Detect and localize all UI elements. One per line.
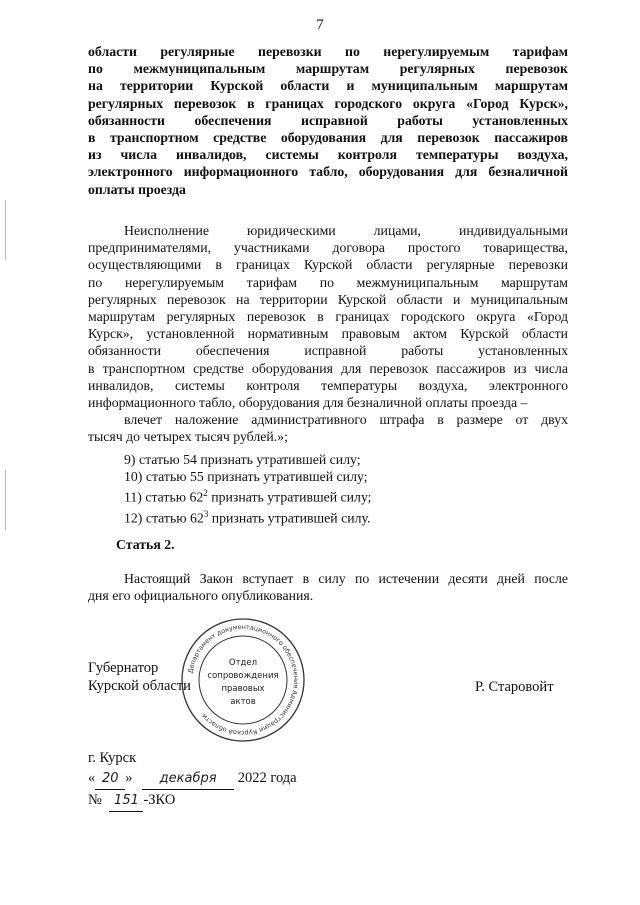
stamp-line: актов <box>230 697 256 707</box>
scan-edge-mark <box>5 470 6 530</box>
law-number-value: 151 <box>109 791 143 812</box>
signing-date: « 20 » декабря 2022 года <box>88 768 297 790</box>
heading-line: обязанности обеспечения исправной работы установленных <box>88 112 568 128</box>
list-item: 10) статью 55 признать утратившей силу; <box>124 469 368 485</box>
paragraph-line: Неисполнение юридическими лицами, индивидуальными <box>124 223 568 238</box>
place-date-number <box>88 748 297 812</box>
stamp-line: Отдел <box>228 658 258 668</box>
heading-line: по межмуниципальным маршрутам регулярных перевозок <box>88 61 568 77</box>
governor-title: Губернатор <box>88 660 159 676</box>
list-item: 9) статью 54 признать утратившей силу; <box>124 452 361 467</box>
heading-line: в транспортном средстве оборудования для перевозок пассажиров <box>88 130 568 146</box>
paragraph-line: информационного табло, оборудования для безналичной оплаты проезда – <box>88 395 528 411</box>
heading-line: оплаты проезда <box>88 181 186 197</box>
heading-line: области регулярные перевозки по нерегулируемым тарифам <box>88 44 568 59</box>
stamp-line: правовых <box>221 684 265 694</box>
law-number: № 151 -ЗКО <box>88 790 297 812</box>
closing-paragraph <box>88 570 568 604</box>
date-month: декабря <box>142 769 234 790</box>
repeal-list <box>88 451 568 527</box>
paragraph-line: регулярных перевозок на территории Курской области и муниципальным <box>88 291 568 307</box>
paragraph-line: осуществляющими в границах Курской области регулярные перевозки <box>88 257 568 273</box>
heading-line: электронного информационного табло, оборудования для безналичной <box>88 164 568 180</box>
region-name: Курской области <box>88 678 191 694</box>
list-item: 11) статью $62^2$ признать утратившей силу; <box>124 488 372 505</box>
body-paragraph <box>88 222 568 446</box>
stamp-ring-text: Департамент документационного обеспечения Администрации Курской области <box>186 622 301 738</box>
article-heading-text <box>88 43 568 198</box>
date-day: 20 <box>95 769 125 790</box>
place-of-signing: г. Курск <box>88 750 137 766</box>
paragraph-line: маршрутам регулярных перевозок в границах городского округа «Город <box>88 309 568 325</box>
scan-edge-mark <box>5 200 6 260</box>
paragraph-line: обязанности обеспечения исправной работы установленных <box>88 343 568 359</box>
paragraph-line: Курск», установленной нормативным правовым актом Курской области <box>88 326 568 342</box>
paragraph-line: тысяч до четырех тысяч рублей.»; <box>88 429 288 445</box>
paragraph-line: предпринимателями, участниками договора простого товарищества, <box>88 240 568 256</box>
paragraph-line: в транспортном средстве оборудования для перевозок пассажиров из числа <box>88 360 568 376</box>
stamp-line: сопровождения <box>207 671 279 681</box>
heading-line: из числа инвалидов, системы контроля температуры воздуха, <box>88 147 568 163</box>
signature-position <box>88 659 191 695</box>
paragraph-line: инвалидов, системы контроля температуры воздуха, электронного <box>88 377 568 393</box>
heading-line: регулярных перевозок в границах городского округа «Город Курск», <box>88 95 568 111</box>
date-year: 2022 года <box>237 770 297 786</box>
official-stamp <box>178 617 308 743</box>
heading-line: на территории Курской области и муниципальным маршрутам <box>88 78 568 94</box>
paragraph-line: по нерегулируемым тарифам по межмуниципальным маршрутам <box>88 274 568 290</box>
closing-line: дня его официального опубликования. <box>88 588 314 604</box>
list-item: 12) статью $62^3$ признать утратившей силу. <box>124 509 371 526</box>
page-number: 7 <box>316 17 324 33</box>
paragraph-line: влечет наложение административного штрафа в размере от двух <box>124 412 568 428</box>
article-2-heading: Статья 2. <box>116 537 175 552</box>
closing-line: Настоящий Закон вступает в силу по истечении десяти дней после <box>124 571 568 586</box>
signer-name: Р. Старовойт <box>475 679 554 695</box>
